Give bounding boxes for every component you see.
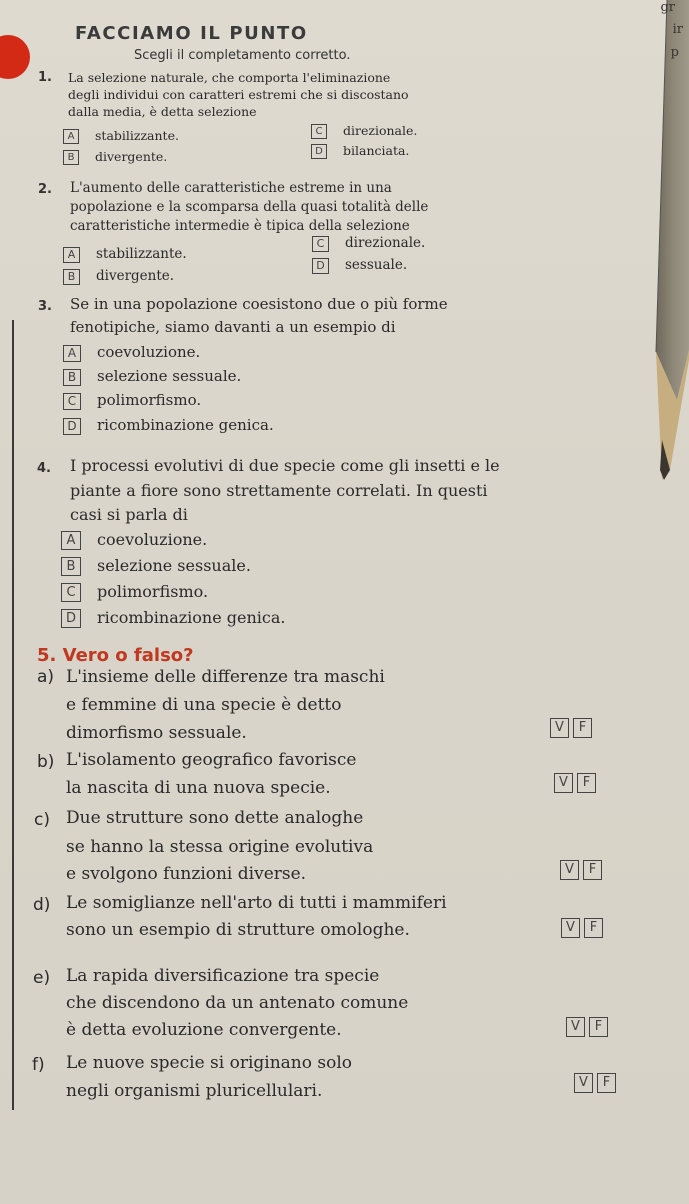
false-checkbox[interactable]: F	[584, 918, 603, 938]
question-number: 1.	[38, 70, 52, 85]
answer-option[interactable]	[63, 128, 179, 144]
answer-option[interactable]	[311, 123, 417, 139]
question-text-line: I processi evolutivi di due specie come gli insetti e le	[70, 456, 500, 475]
false-checkbox[interactable]: F	[597, 1073, 616, 1093]
option-letter-box: A	[63, 129, 79, 144]
statement-line: e svolgono funzioni diverse.	[66, 864, 307, 884]
corner-fragment: ir	[672, 22, 683, 37]
question-number: 2.	[38, 182, 52, 197]
true-false-boxes	[560, 858, 606, 880]
true-checkbox[interactable]: V	[554, 773, 573, 793]
statement-letter: b)	[37, 752, 55, 772]
option-text: divergente.	[95, 149, 168, 164]
left-margin-line	[12, 320, 14, 1110]
question-text-line: caratteristiche intermedie è tipica della selezione	[70, 218, 410, 234]
statement-line: L'insieme delle differenze tra maschi	[66, 667, 385, 687]
true-false-boxes	[566, 1015, 612, 1037]
section-title: FACCIAMO IL PUNTO	[75, 23, 308, 44]
question-text-line: casi si parla di	[70, 505, 188, 524]
false-checkbox[interactable]: F	[583, 860, 602, 880]
true-false-boxes	[550, 716, 596, 738]
answer-option[interactable]	[63, 416, 274, 435]
question-text-line: piante a fiore sono strettamente correlati. In questi	[70, 481, 488, 500]
statement-letter: d)	[33, 895, 51, 915]
statement-line: che discendono da un antenato comune	[66, 993, 409, 1013]
option-text: direzionale.	[343, 123, 418, 138]
question-text-line: Se in una popolazione coesistono due o più forme	[70, 295, 448, 313]
statement-line: e femmine di una specie è detto	[66, 695, 342, 715]
statement-line: se hanno la stessa origine evolutiva	[66, 837, 374, 857]
answer-option[interactable]	[63, 268, 174, 285]
instruction-text: Scegli il completamento corretto.	[134, 48, 351, 63]
statement-letter: c)	[34, 810, 50, 830]
true-checkbox[interactable]: V	[574, 1073, 593, 1093]
statement-line: L'isolamento geografico favorisce	[66, 750, 357, 770]
answer-option[interactable]	[311, 143, 409, 159]
answer-option[interactable]	[61, 582, 208, 602]
true-checkbox[interactable]: V	[550, 718, 569, 738]
statement-line: La rapida diversificazione tra specie	[66, 966, 380, 986]
answer-option[interactable]	[312, 235, 425, 252]
true-checkbox[interactable]: V	[561, 918, 580, 938]
question-text-line: popolazione e la scomparsa della quasi totalità delle	[70, 199, 429, 215]
option-text: divergente.	[96, 268, 175, 284]
answer-option[interactable]	[63, 367, 241, 386]
corner-fragment: p	[670, 45, 679, 60]
answer-option[interactable]	[63, 149, 167, 165]
option-text: selezione sessuale.	[97, 367, 242, 385]
true-false-boxes	[574, 1071, 620, 1093]
option-letter-box: D	[311, 144, 327, 159]
option-text: polimorfismo.	[97, 582, 209, 601]
option-text: polimorfismo.	[97, 391, 202, 409]
option-letter-box: A	[63, 345, 81, 362]
answer-option[interactable]	[312, 257, 407, 274]
question-text-line: La selezione naturale, che comporta l'eliminazione	[68, 70, 391, 85]
option-text: stabilizzante.	[95, 128, 179, 143]
option-text: direzionale.	[345, 235, 426, 251]
option-letter-box: D	[63, 418, 81, 435]
option-letter-box: B	[61, 557, 81, 576]
option-text: bilanciata.	[343, 143, 410, 158]
option-letter-box: C	[61, 583, 81, 602]
question-number: 3.	[38, 299, 52, 314]
answer-option[interactable]	[63, 343, 200, 362]
option-letter-box: D	[312, 258, 329, 274]
true-false-title: 5. Vero o falso?	[37, 645, 194, 666]
corner-fragment: gr	[660, 0, 675, 15]
answer-option[interactable]	[63, 246, 187, 263]
red-bullet-dot	[0, 35, 30, 79]
question-number: 4.	[37, 461, 51, 476]
question-text-line: dalla media, è detta selezione	[68, 104, 257, 119]
statement-line: Le somiglianze nell'arto di tutti i mammiferi	[66, 893, 447, 913]
option-text: stabilizzante.	[96, 246, 187, 262]
statement-line: negli organismi pluricellulari.	[66, 1081, 323, 1101]
true-checkbox[interactable]: V	[566, 1017, 585, 1037]
statement-line: dimorfismo sessuale.	[66, 723, 247, 743]
option-letter-box: C	[311, 124, 327, 139]
statement-letter: f)	[32, 1055, 45, 1075]
option-text: selezione sessuale.	[97, 556, 251, 575]
option-text: sessuale.	[345, 257, 408, 273]
question-text-line: fenotipiche, siamo davanti a un esempio di	[70, 318, 396, 336]
answer-option[interactable]	[61, 608, 286, 628]
answer-option[interactable]	[61, 530, 207, 550]
option-letter-box: A	[61, 531, 81, 550]
true-false-boxes	[554, 771, 600, 793]
option-letter-box: B	[63, 269, 80, 285]
option-letter-box: C	[312, 236, 329, 252]
true-false-boxes	[561, 916, 607, 938]
option-text: coevoluzione.	[97, 343, 201, 361]
false-checkbox[interactable]: F	[577, 773, 596, 793]
false-checkbox[interactable]: F	[589, 1017, 608, 1037]
question-text-line: L'aumento delle caratteristiche estreme in una	[70, 180, 392, 196]
option-letter-box: B	[63, 150, 79, 165]
option-letter-box: B	[63, 369, 81, 386]
statement-letter: e)	[33, 968, 51, 988]
answer-option[interactable]	[61, 556, 251, 576]
statement-letter: a)	[37, 667, 55, 687]
statement-line: Due strutture sono dette analoghe	[66, 808, 364, 828]
option-letter-box: A	[63, 247, 80, 263]
question-text-line: degli individui con caratteri estremi che si discostano	[68, 87, 409, 102]
option-text: ricombinazione genica.	[97, 608, 286, 627]
statement-line: la nascita di una nuova specie.	[66, 778, 331, 798]
option-letter-box: D	[61, 609, 81, 628]
statement-line: sono un esempio di strutture omologhe.	[66, 920, 410, 940]
statement-line: è detta evoluzione convergente.	[66, 1020, 342, 1040]
answer-option[interactable]	[63, 391, 201, 410]
option-text: ricombinazione genica.	[97, 416, 274, 434]
option-letter-box: C	[63, 393, 81, 410]
option-text: coevoluzione.	[97, 530, 208, 549]
statement-line: Le nuove specie si originano solo	[66, 1053, 353, 1073]
true-checkbox[interactable]: V	[560, 860, 579, 880]
pencil-image	[570, 0, 689, 560]
false-checkbox[interactable]: F	[573, 718, 592, 738]
